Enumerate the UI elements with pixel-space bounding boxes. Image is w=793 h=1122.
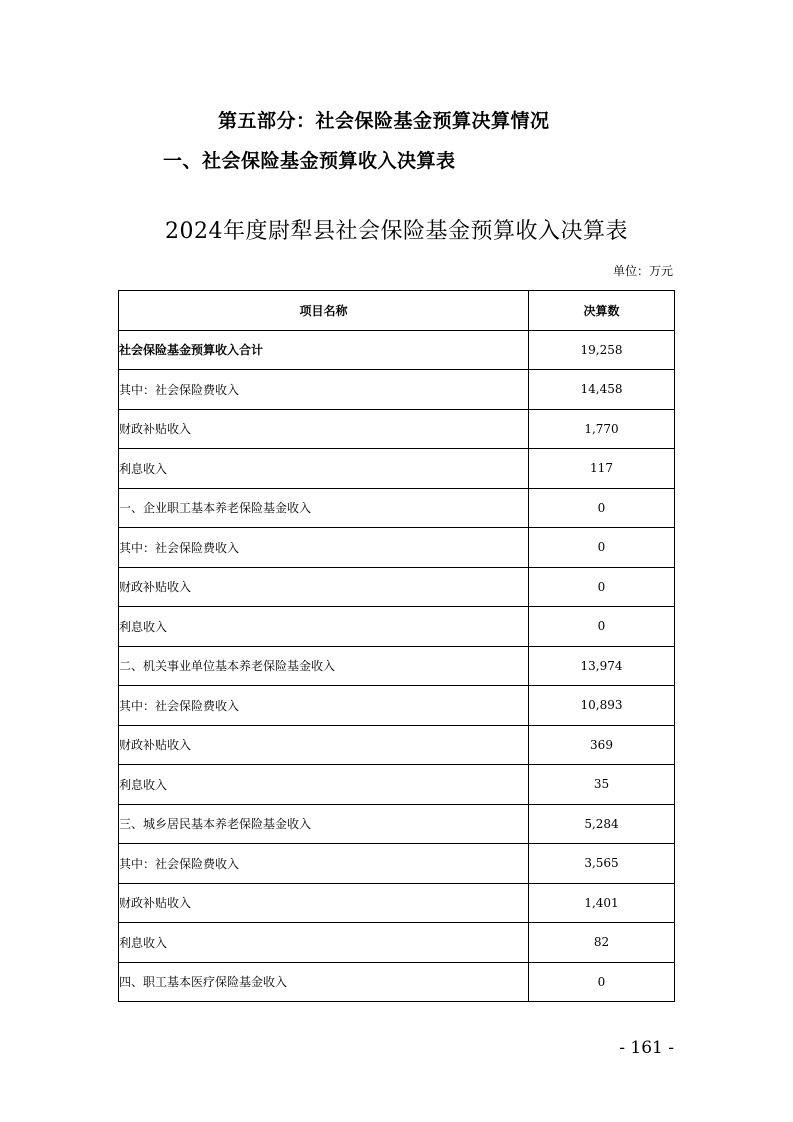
table-title: 2024年度尉犁县社会保险基金预算收入决算表	[165, 219, 628, 244]
header-item-name: 项目名称	[119, 291, 529, 331]
page-number: - 161 -	[619, 1038, 674, 1058]
header-final-amount: 决算数	[529, 291, 675, 331]
table-row	[119, 883, 675, 923]
part-title: 第五部分：社会保险基金预算决算情况	[218, 110, 550, 132]
table-row	[119, 449, 675, 489]
row-value: 0	[529, 962, 675, 1002]
row-name: 四、职工基本医疗保险基金收入	[119, 962, 529, 1002]
table-row	[119, 765, 675, 805]
row-name: 其中：社会保险费收入	[119, 528, 529, 568]
row-value: 0	[529, 488, 675, 528]
row-value: 82	[529, 923, 675, 963]
table-row	[119, 409, 675, 449]
table-row	[119, 567, 675, 607]
table-row	[119, 686, 675, 726]
table-row	[119, 646, 675, 686]
row-value: 0	[529, 567, 675, 607]
row-value: 19,258	[529, 330, 675, 370]
table-row	[119, 607, 675, 647]
row-name: 其中：社会保险费收入	[119, 686, 529, 726]
row-value: 0	[529, 607, 675, 647]
row-name: 利息收入	[119, 765, 529, 805]
table-header-row	[119, 291, 675, 331]
row-name: 财政补贴收入	[119, 725, 529, 765]
row-name: 财政补贴收入	[119, 883, 529, 923]
table-row	[119, 844, 675, 884]
table-row	[119, 804, 675, 844]
row-value: 5,284	[529, 804, 675, 844]
row-name: 其中：社会保险费收入	[119, 844, 529, 884]
row-value: 369	[529, 725, 675, 765]
table-row	[119, 488, 675, 528]
table-row	[119, 370, 675, 410]
row-value: 0	[529, 528, 675, 568]
row-name: 二、机关事业单位基本养老保险基金收入	[119, 646, 529, 686]
row-value: 14,458	[529, 370, 675, 410]
table-row	[119, 725, 675, 765]
table-row	[119, 528, 675, 568]
row-value: 35	[529, 765, 675, 805]
table-row	[119, 923, 675, 963]
budget-table	[118, 290, 675, 1002]
row-value: 13,974	[529, 646, 675, 686]
table-row	[119, 962, 675, 1002]
row-name: 财政补贴收入	[119, 567, 529, 607]
row-name: 社会保险基金预算收入合计	[119, 330, 529, 370]
row-name: 财政补贴收入	[119, 409, 529, 449]
row-name: 其中：社会保险费收入	[119, 370, 529, 410]
section-title: 一、社会保险基金预算收入决算表	[163, 150, 456, 172]
row-name: 三、城乡居民基本养老保险基金收入	[119, 804, 529, 844]
unit-label: 单位：万元	[612, 264, 673, 278]
row-value: 1,401	[529, 883, 675, 923]
table-row	[119, 330, 675, 370]
row-value: 3,565	[529, 844, 675, 884]
row-name: 利息收入	[119, 923, 529, 963]
row-name: 利息收入	[119, 449, 529, 489]
row-value: 117	[529, 449, 675, 489]
row-value: 10,893	[529, 686, 675, 726]
row-value: 1,770	[529, 409, 675, 449]
row-name: 利息收入	[119, 607, 529, 647]
row-name: 一、企业职工基本养老保险基金收入	[119, 488, 529, 528]
